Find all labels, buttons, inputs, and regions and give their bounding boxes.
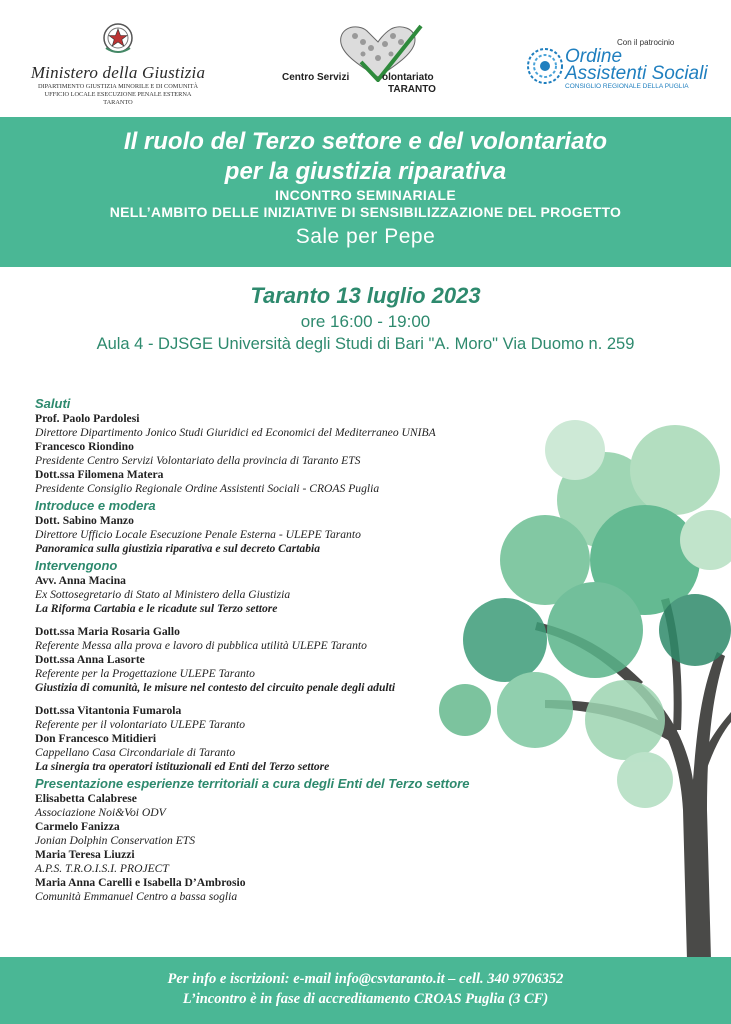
event-time: ore 16:00 - 19:00 — [300, 312, 431, 331]
oas-title-line1: Ordine — [565, 46, 623, 67]
oas-title — [565, 48, 708, 82]
oas-logo — [525, 38, 725, 98]
speaker-name: Dott.ssa Vitantonia Fumarola — [35, 704, 182, 717]
oas-title-line2: Assistenti Sociali — [565, 63, 708, 84]
ministero-title: Ministero della Giustizia — [30, 63, 206, 82]
event-venue: Aula 4 - DJSGE Università degli Studi di Bari "A. Moro" Via Duomo n. 259 — [96, 335, 635, 353]
speaker-name: Dott.ssa Filomena Matera — [35, 468, 164, 481]
speaker-role: Referente Messa alla prova e lavoro di pubblica utilità ULEPE Taranto — [35, 639, 367, 652]
speaker-name: Dott. Sabino Manzo — [35, 514, 134, 527]
ministero-sub1: DIPARTIMENTO GIUSTIZIA MINORILE E DI COMUNITÀ — [37, 83, 198, 90]
speaker-role: Referente per il volontariato ULEPE Taranto — [35, 718, 246, 731]
speaker-name: Carmelo Fanizza — [35, 820, 120, 833]
project-name: Sale per Pepe — [295, 225, 436, 248]
speaker-name: Elisabetta Calabrese — [35, 792, 137, 805]
speaker-role: Direttore Dipartimento Jonico Studi Giuridici ed Economici del Mediterraneo UNIBA — [35, 426, 436, 439]
section-heading-intervengono: Intervengono — [35, 558, 118, 573]
subtitle-line1: INCONTRO SEMINARIALE — [275, 187, 456, 203]
talk-topic: La sinergia tra operatori istituzionali ed Enti del Terzo settore — [35, 760, 330, 773]
speaker-name: Prof. Paolo Pardolesi — [35, 412, 140, 425]
speaker-name: Dott.ssa Anna Lasorte — [35, 653, 145, 666]
ministero-sub2: UFFICIO LOCALE ESECUZIONE PENALE ESTERNA — [44, 91, 192, 98]
speaker-role: Direttore Ufficio Locale Esecuzione Penale Esterna - ULEPE Taranto — [35, 528, 361, 541]
footer-contact: Per info e iscrizioni: e-mail info@csvtaranto.it – cell. 340 9706352 — [167, 971, 564, 987]
oas-patrocinio: Con il patrocinio — [617, 38, 675, 47]
subtitle-line2: NELL’AMBITO DELLE INIZIATIVE DI SENSIBILIZZAZIONE DEL PROGETTO — [109, 204, 622, 220]
oas-sub: CONSIGLIO REGIONALE DELLA PUGLIA — [565, 83, 689, 90]
speaker-org: Jonian Dolphin Conservation ETS — [35, 834, 196, 847]
csv-logo — [278, 22, 458, 102]
title-band — [0, 117, 731, 267]
speaker-org: Associazione Noi&Voi ODV — [35, 806, 166, 819]
csv-line1: Centro Servizi — [282, 72, 350, 83]
talk-topic: La Riforma Cartabia e le ricadute sul Terzo settore — [35, 602, 278, 615]
speaker-role: Ex Sottosegretario di Stato al Ministero della Giustizia — [35, 588, 291, 601]
ministero-sub3: TARANTO — [103, 99, 133, 106]
speaker-name: Maria Anna Carelli e Isabella D’Ambrosio — [35, 876, 246, 889]
speaker-role: Presidente Consiglio Regionale Ordine Assistenti Sociali - CROAS Puglia — [35, 482, 380, 495]
italian-emblem-icon — [100, 18, 136, 56]
section-heading-introduce: Introduce e modera — [35, 498, 156, 513]
speaker-name: Maria Teresa Liuzzi — [35, 848, 135, 861]
speaker-org: A.P.S. T.R.O.I.S.I. PROJECT — [35, 862, 169, 875]
oas-spiral-icon — [525, 42, 565, 90]
speaker-role: Cappellano Casa Circondariale di Taranto — [35, 746, 236, 759]
speaker-role: Referente per la Progettazione ULEPE Taranto — [35, 667, 255, 680]
event-date: Taranto 13 luglio 2023 — [250, 283, 481, 308]
csv-line2: TARANTO — [388, 84, 436, 95]
footer-accreditation: L’incontro è in fase di accreditamento CROAS Puglia (3 CF) — [182, 991, 549, 1007]
speaker-name: Avv. Anna Macina — [35, 574, 126, 587]
section-heading-saluti: Saluti — [35, 396, 71, 411]
program — [35, 394, 595, 904]
title-line2: per la giustizia riparativa — [224, 158, 507, 185]
talk-topic: Giustizia di comunità, le misure nel contesto del circuito penale degli adulti — [35, 681, 396, 694]
title-line1: Il ruolo del Terzo settore e del volontariato — [123, 128, 608, 155]
footer-band — [0, 957, 731, 1024]
speaker-role: Presidente Centro Servizi Volontariato della provincia di Taranto ETS — [35, 454, 361, 467]
csv-line1b: olontariato — [382, 72, 434, 83]
speaker-name: Don Francesco Mitidieri — [35, 732, 157, 745]
speaker-name: Dott.ssa Maria Rosaria Gallo — [35, 625, 180, 638]
talk-topic: Panoramica sulla giustizia riparativa e sul decreto Cartabia — [35, 542, 321, 555]
speaker-org: Comunità Emmanuel Centro a bassa soglia — [35, 890, 238, 903]
section-heading-presentazione: Presentazione esperienze territoriali a cura degli Enti del Terzo settore — [35, 776, 470, 791]
speaker-name: Francesco Riondino — [35, 440, 134, 453]
ministero-logo — [18, 18, 218, 107]
